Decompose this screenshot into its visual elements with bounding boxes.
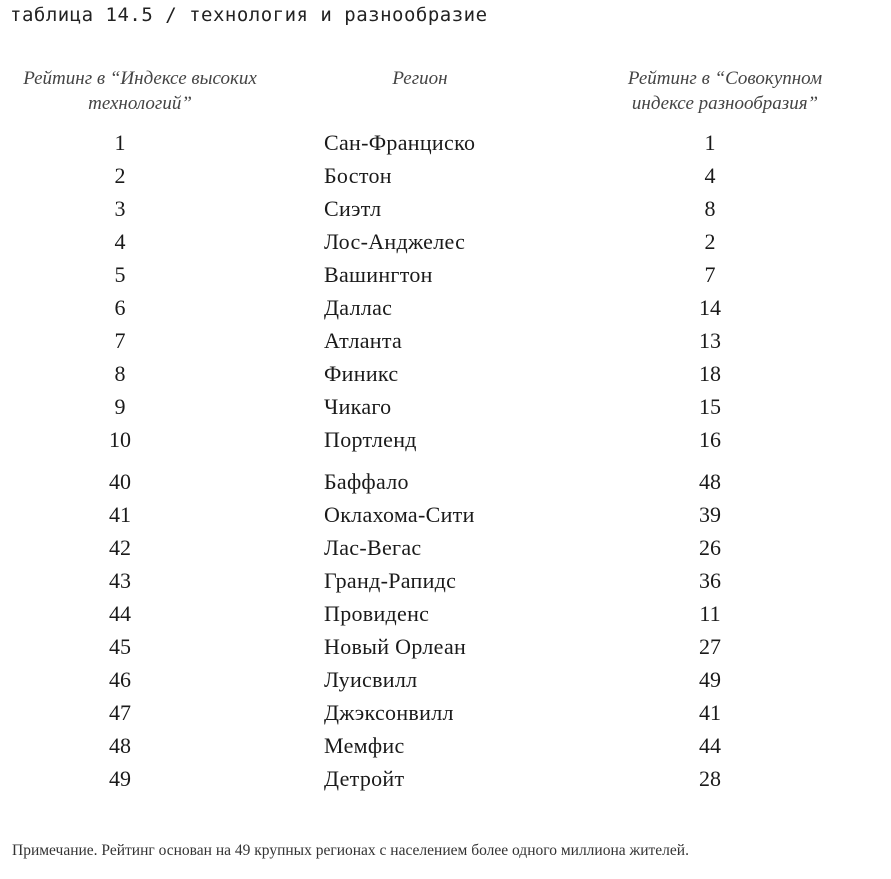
table-row [0,227,891,260]
region-cell: Чикаго [324,394,392,419]
table-row [0,500,891,533]
hi-tech-rank-cell: 47 [109,700,131,725]
column-header-diversity-rank: Рейтинг в “Совокупном индексе разнообразия” [627,68,823,114]
region-cell: Новый Орлеан [324,634,467,659]
region-cell: Лас-Вегас [324,535,422,560]
diversity-rank-cell: 1 [704,130,716,155]
page-title: таблица 14.5 / технология и разнообразие [10,4,488,26]
table-row [0,764,891,797]
diversity-rank-cell: 36 [699,568,721,593]
table-row [0,293,891,326]
region-cell: Сиэтл [324,196,382,221]
region-cell: Детройт [324,766,405,791]
column-header-region: Регион [392,68,448,89]
table-row [0,260,891,293]
region-cell: Бостон [324,163,392,188]
diversity-rank-cell: 7 [704,262,716,287]
diversity-rank-cell: 49 [699,667,721,692]
hi-tech-rank-cell: 2 [114,163,126,188]
diversity-rank-cell: 26 [699,535,721,560]
diversity-rank-cell: 18 [699,361,721,386]
region-cell: Баффало [324,469,409,494]
hi-tech-rank-cell: 6 [114,295,126,320]
hi-tech-rank-cell: 5 [114,262,126,287]
hi-tech-rank-cell: 42 [109,535,131,560]
region-cell: Атланта [324,328,403,353]
diversity-rank-cell: 41 [699,700,721,725]
hi-tech-rank-cell: 49 [109,766,131,791]
hi-tech-rank-cell: 9 [114,394,126,419]
hi-tech-rank-cell: 48 [109,733,131,758]
region-cell: Луисвилл [324,667,418,692]
region-cell: Портленд [324,427,417,452]
region-cell: Провиденс [324,601,430,626]
hi-tech-rank-cell: 7 [114,328,126,353]
diversity-rank-cell: 16 [699,427,721,452]
diversity-rank-cell: 15 [699,394,721,419]
hi-tech-rank-cell: 4 [114,229,126,254]
table-row [0,392,891,425]
diversity-rank-cell: 8 [704,196,716,221]
diversity-rank-cell: 11 [699,601,721,626]
table-row [0,731,891,764]
region-cell: Лос-Анджелес [324,229,466,254]
table-row [0,467,891,500]
hi-tech-rank-cell: 8 [114,361,126,386]
hi-tech-rank-cell: 44 [109,601,131,626]
table-row [0,194,891,227]
region-cell: Мемфис [324,733,405,758]
region-cell: Гранд-Рапидс [324,568,457,593]
diversity-rank-cell: 14 [699,295,721,320]
table-row [0,599,891,632]
table-row [0,632,891,665]
hi-tech-rank-cell: 41 [109,502,131,527]
diversity-rank-cell: 2 [704,229,716,254]
table-body [0,128,891,797]
hi-tech-rank-cell: 3 [114,196,126,221]
footnote: Примечание. Рейтинг основан на 49 крупных регионах с населением более одного миллиона жителей. [12,842,689,859]
hi-tech-rank-cell: 46 [109,667,131,692]
diversity-rank-cell: 39 [699,502,721,527]
column-header-hi-tech-rank: Рейтинг в “Индексе высоких технологий” [23,68,257,114]
table-row [0,698,891,731]
hi-tech-rank-cell: 10 [109,427,131,452]
diversity-rank-cell: 44 [699,733,721,758]
hi-tech-rank-cell: 40 [109,469,131,494]
diversity-rank-cell: 27 [699,634,721,659]
table-row [0,161,891,194]
table-row [0,533,891,566]
hi-tech-rank-cell: 43 [109,568,131,593]
region-cell: Даллас [324,295,393,320]
region-cell: Сан-Франциско [324,130,476,155]
table-row [0,566,891,599]
table-row [0,425,891,458]
diversity-rank-cell: 4 [704,163,716,188]
hi-tech-rank-cell: 1 [114,130,126,155]
hi-tech-rank-cell: 45 [109,634,131,659]
region-cell: Финикс [324,361,399,386]
table-row [0,665,891,698]
diversity-rank-cell: 48 [699,469,721,494]
table-row [0,326,891,359]
table-row [0,359,891,392]
table-row [0,128,891,161]
region-cell: Оклахома-Сити [324,502,475,527]
diversity-rank-cell: 28 [699,766,721,791]
diversity-rank-cell: 13 [699,328,721,353]
region-cell: Джэксонвилл [324,700,454,725]
region-cell: Вашингтон [324,262,433,287]
